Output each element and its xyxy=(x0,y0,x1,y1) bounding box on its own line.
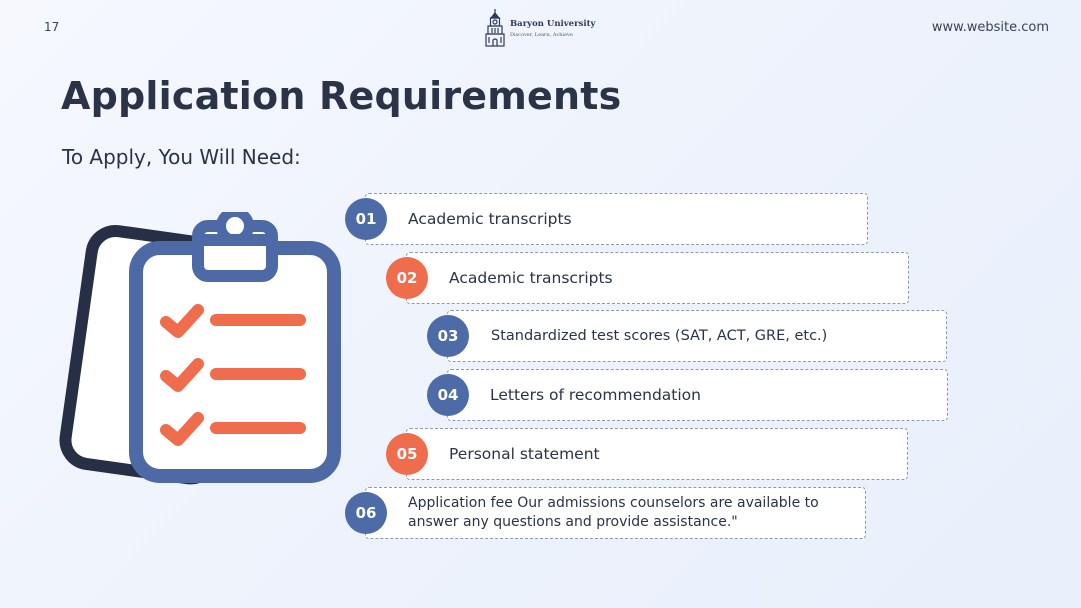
requirement-item-02 xyxy=(386,252,909,304)
page-title: Application Requirements xyxy=(61,74,622,118)
requirement-text: Standardized test scores (SAT, ACT, GRE, etc.) xyxy=(491,328,828,344)
requirement-number-badge: 02 xyxy=(386,257,428,299)
requirement-item-01 xyxy=(345,193,868,245)
requirement-box xyxy=(406,428,908,480)
requirement-number-badge: 03 xyxy=(427,315,469,357)
requirement-item-06 xyxy=(345,487,866,539)
requirement-box xyxy=(365,193,868,245)
page-subtitle: To Apply, You Will Need: xyxy=(62,145,301,169)
requirement-box xyxy=(447,310,947,362)
logo-tagline: Discover, Learn, Achieve xyxy=(510,31,573,38)
tower-icon xyxy=(484,8,506,48)
requirement-text: Academic transcripts xyxy=(449,269,613,287)
requirement-number-badge: 01 xyxy=(345,198,387,240)
requirement-box xyxy=(365,487,866,539)
requirement-item-05 xyxy=(386,428,908,480)
clipboard-checklist-icon xyxy=(56,212,346,487)
website-url: www.website.com xyxy=(931,20,1049,35)
requirement-text: Application fee Our admissions counselors are available to answer any questions and provide assistance." xyxy=(408,495,819,530)
page-number: 17 xyxy=(44,20,60,34)
requirement-item-04 xyxy=(427,369,948,421)
requirement-text: Academic transcripts xyxy=(408,210,572,228)
requirement-number-badge: 04 xyxy=(427,374,469,416)
university-logo xyxy=(484,7,604,49)
requirement-number-badge: 05 xyxy=(386,433,428,475)
logo-name: Baryon University xyxy=(510,18,596,29)
requirement-number-badge: 06 xyxy=(345,492,387,534)
requirement-text: Letters of recommendation xyxy=(490,386,701,404)
requirement-item-03 xyxy=(427,310,947,362)
requirement-text: Personal statement xyxy=(449,445,600,463)
requirement-box xyxy=(447,369,948,421)
requirement-box xyxy=(406,252,909,304)
